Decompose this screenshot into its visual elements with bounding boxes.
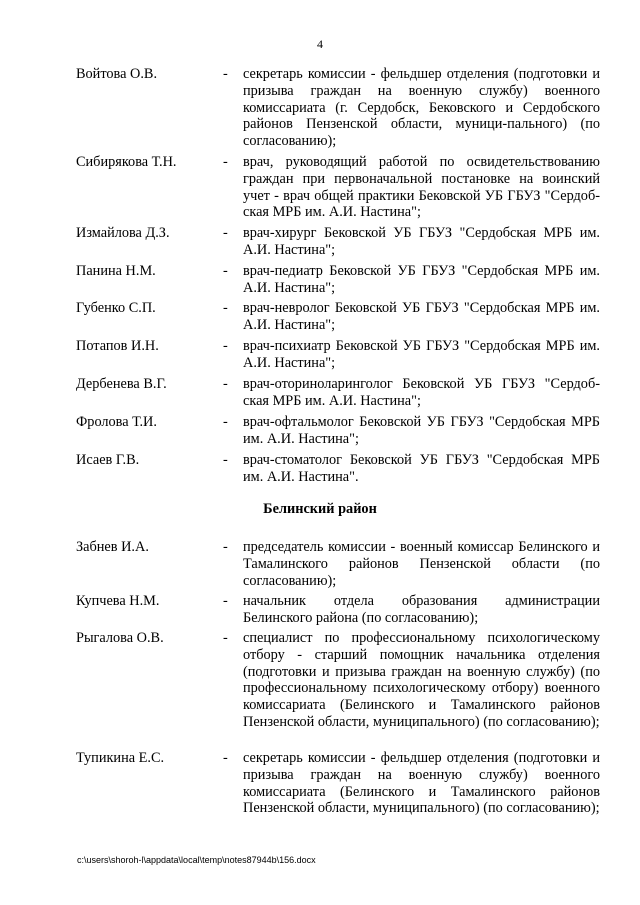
member-name: Потапов И.Н. bbox=[76, 338, 159, 354]
dash-separator: - bbox=[223, 750, 228, 766]
member-name: Купчева Н.М. bbox=[76, 593, 160, 609]
member-entry bbox=[76, 300, 600, 334]
member-entry bbox=[76, 750, 600, 817]
member-entry bbox=[76, 66, 600, 150]
member-role: врач-психиатр Бековской УБ ГБУЗ "Сердобская МРБ им. А.И. Настина"; bbox=[243, 338, 600, 371]
member-name: Губенко С.П. bbox=[76, 300, 156, 316]
member-name: Сибирякова Т.Н. bbox=[76, 154, 177, 170]
footer-file-path: c:\users\shoroh-l\appdata\local\temp\notes87944b\156.docx bbox=[77, 855, 316, 865]
member-entry bbox=[76, 338, 600, 372]
dash-separator: - bbox=[223, 593, 228, 609]
member-role: председатель комиссии - военный комиссар Белинского и Тамалинского районов Пензенской области (по согласованию); bbox=[243, 539, 600, 589]
dash-separator: - bbox=[223, 376, 228, 392]
page-number: 4 bbox=[317, 37, 323, 51]
member-role: врач-стоматолог Бековской УБ ГБУЗ "Сердобская МРБ им. А.И. Настина". bbox=[243, 452, 600, 485]
member-role: врач-педиатр Бековской УБ ГБУЗ "Сердобская МРБ им. А.И. Настина"; bbox=[243, 263, 600, 296]
dash-separator: - bbox=[223, 225, 228, 241]
member-entry bbox=[76, 452, 600, 486]
dash-separator: - bbox=[223, 539, 228, 555]
dash-separator: - bbox=[223, 338, 228, 354]
member-role: врач-оториноларинголог Бековской УБ ГБУЗ "Сердоб-ская МРБ им. А.И. Настина"; bbox=[243, 376, 600, 409]
member-name: Войтова О.В. bbox=[76, 66, 158, 82]
dash-separator: - bbox=[223, 66, 228, 82]
dash-separator: - bbox=[223, 452, 228, 468]
member-role: врач-хирург Бековской УБ ГБУЗ "Сердобская МРБ им. А.И. Настина"; bbox=[243, 225, 600, 258]
member-entry bbox=[76, 154, 600, 221]
member-entry bbox=[76, 263, 600, 297]
member-name: Панина Н.М. bbox=[76, 263, 156, 279]
member-role: врач, руководящий работой по освидетельствованию граждан при первоначальной постановке на воинский учет - врач общей практики Бековской УБ ГБУЗ "Сердоб-ская МРБ им. А.И. Настина"; bbox=[243, 154, 600, 221]
member-name: Дербенева В.Г. bbox=[76, 376, 167, 392]
member-name: Тупикина Е.С. bbox=[76, 750, 165, 766]
member-entry bbox=[76, 630, 600, 731]
member-role: секретарь комиссии - фельдшер отделения (подготовки и призыва граждан на военную службу) военного комиссариата (Белинского и Тамалинского районов Пензенской области, муниципального) (по согласованию); bbox=[243, 750, 600, 817]
member-name: Исаев Г.В. bbox=[76, 452, 140, 468]
member-entry bbox=[76, 225, 600, 259]
member-role: секретарь комиссии - фельдшер отделения (подготовки и призыва граждан на военную службу) военного комиссариата (г. Сердобск, Бековского и Сердобского районов Пензенской области, муници-пального) (по согласованию); bbox=[243, 66, 600, 150]
member-role: врач-офтальмолог Бековской УБ ГБУЗ "Сердобская МРБ им. А.И. Настина"; bbox=[243, 414, 600, 447]
dash-separator: - bbox=[223, 630, 228, 646]
member-role: врач-невролог Бековской УБ ГБУЗ "Сердобская МРБ им. А.И. Настина"; bbox=[243, 300, 600, 333]
section-heading: Белинский район bbox=[263, 501, 377, 517]
member-role: начальник отдела образования администрации Белинского района (по согласованию); bbox=[243, 593, 600, 626]
member-name: Фролова Т.И. bbox=[76, 414, 157, 430]
member-role: специалист по профессиональному психологическому отбору - старший помощник начальника отделения (подготовки и призыва граждан на военную службу) (по профессиональному психологическому отбору) военного комиссариата (Белинского и Тамалинского районов Пензенской области, муниципального) (по согласованию); bbox=[243, 630, 600, 730]
member-entry bbox=[76, 593, 600, 627]
member-name: Рыгалова О.В. bbox=[76, 630, 164, 646]
dash-separator: - bbox=[223, 154, 228, 170]
member-entry bbox=[76, 414, 600, 448]
member-name: Измайлова Д.З. bbox=[76, 225, 170, 241]
member-entry bbox=[76, 376, 600, 410]
dash-separator: - bbox=[223, 263, 228, 279]
dash-separator: - bbox=[223, 300, 228, 316]
member-name: Забнев И.А. bbox=[76, 539, 149, 555]
dash-separator: - bbox=[223, 414, 228, 430]
member-entry bbox=[76, 539, 600, 589]
